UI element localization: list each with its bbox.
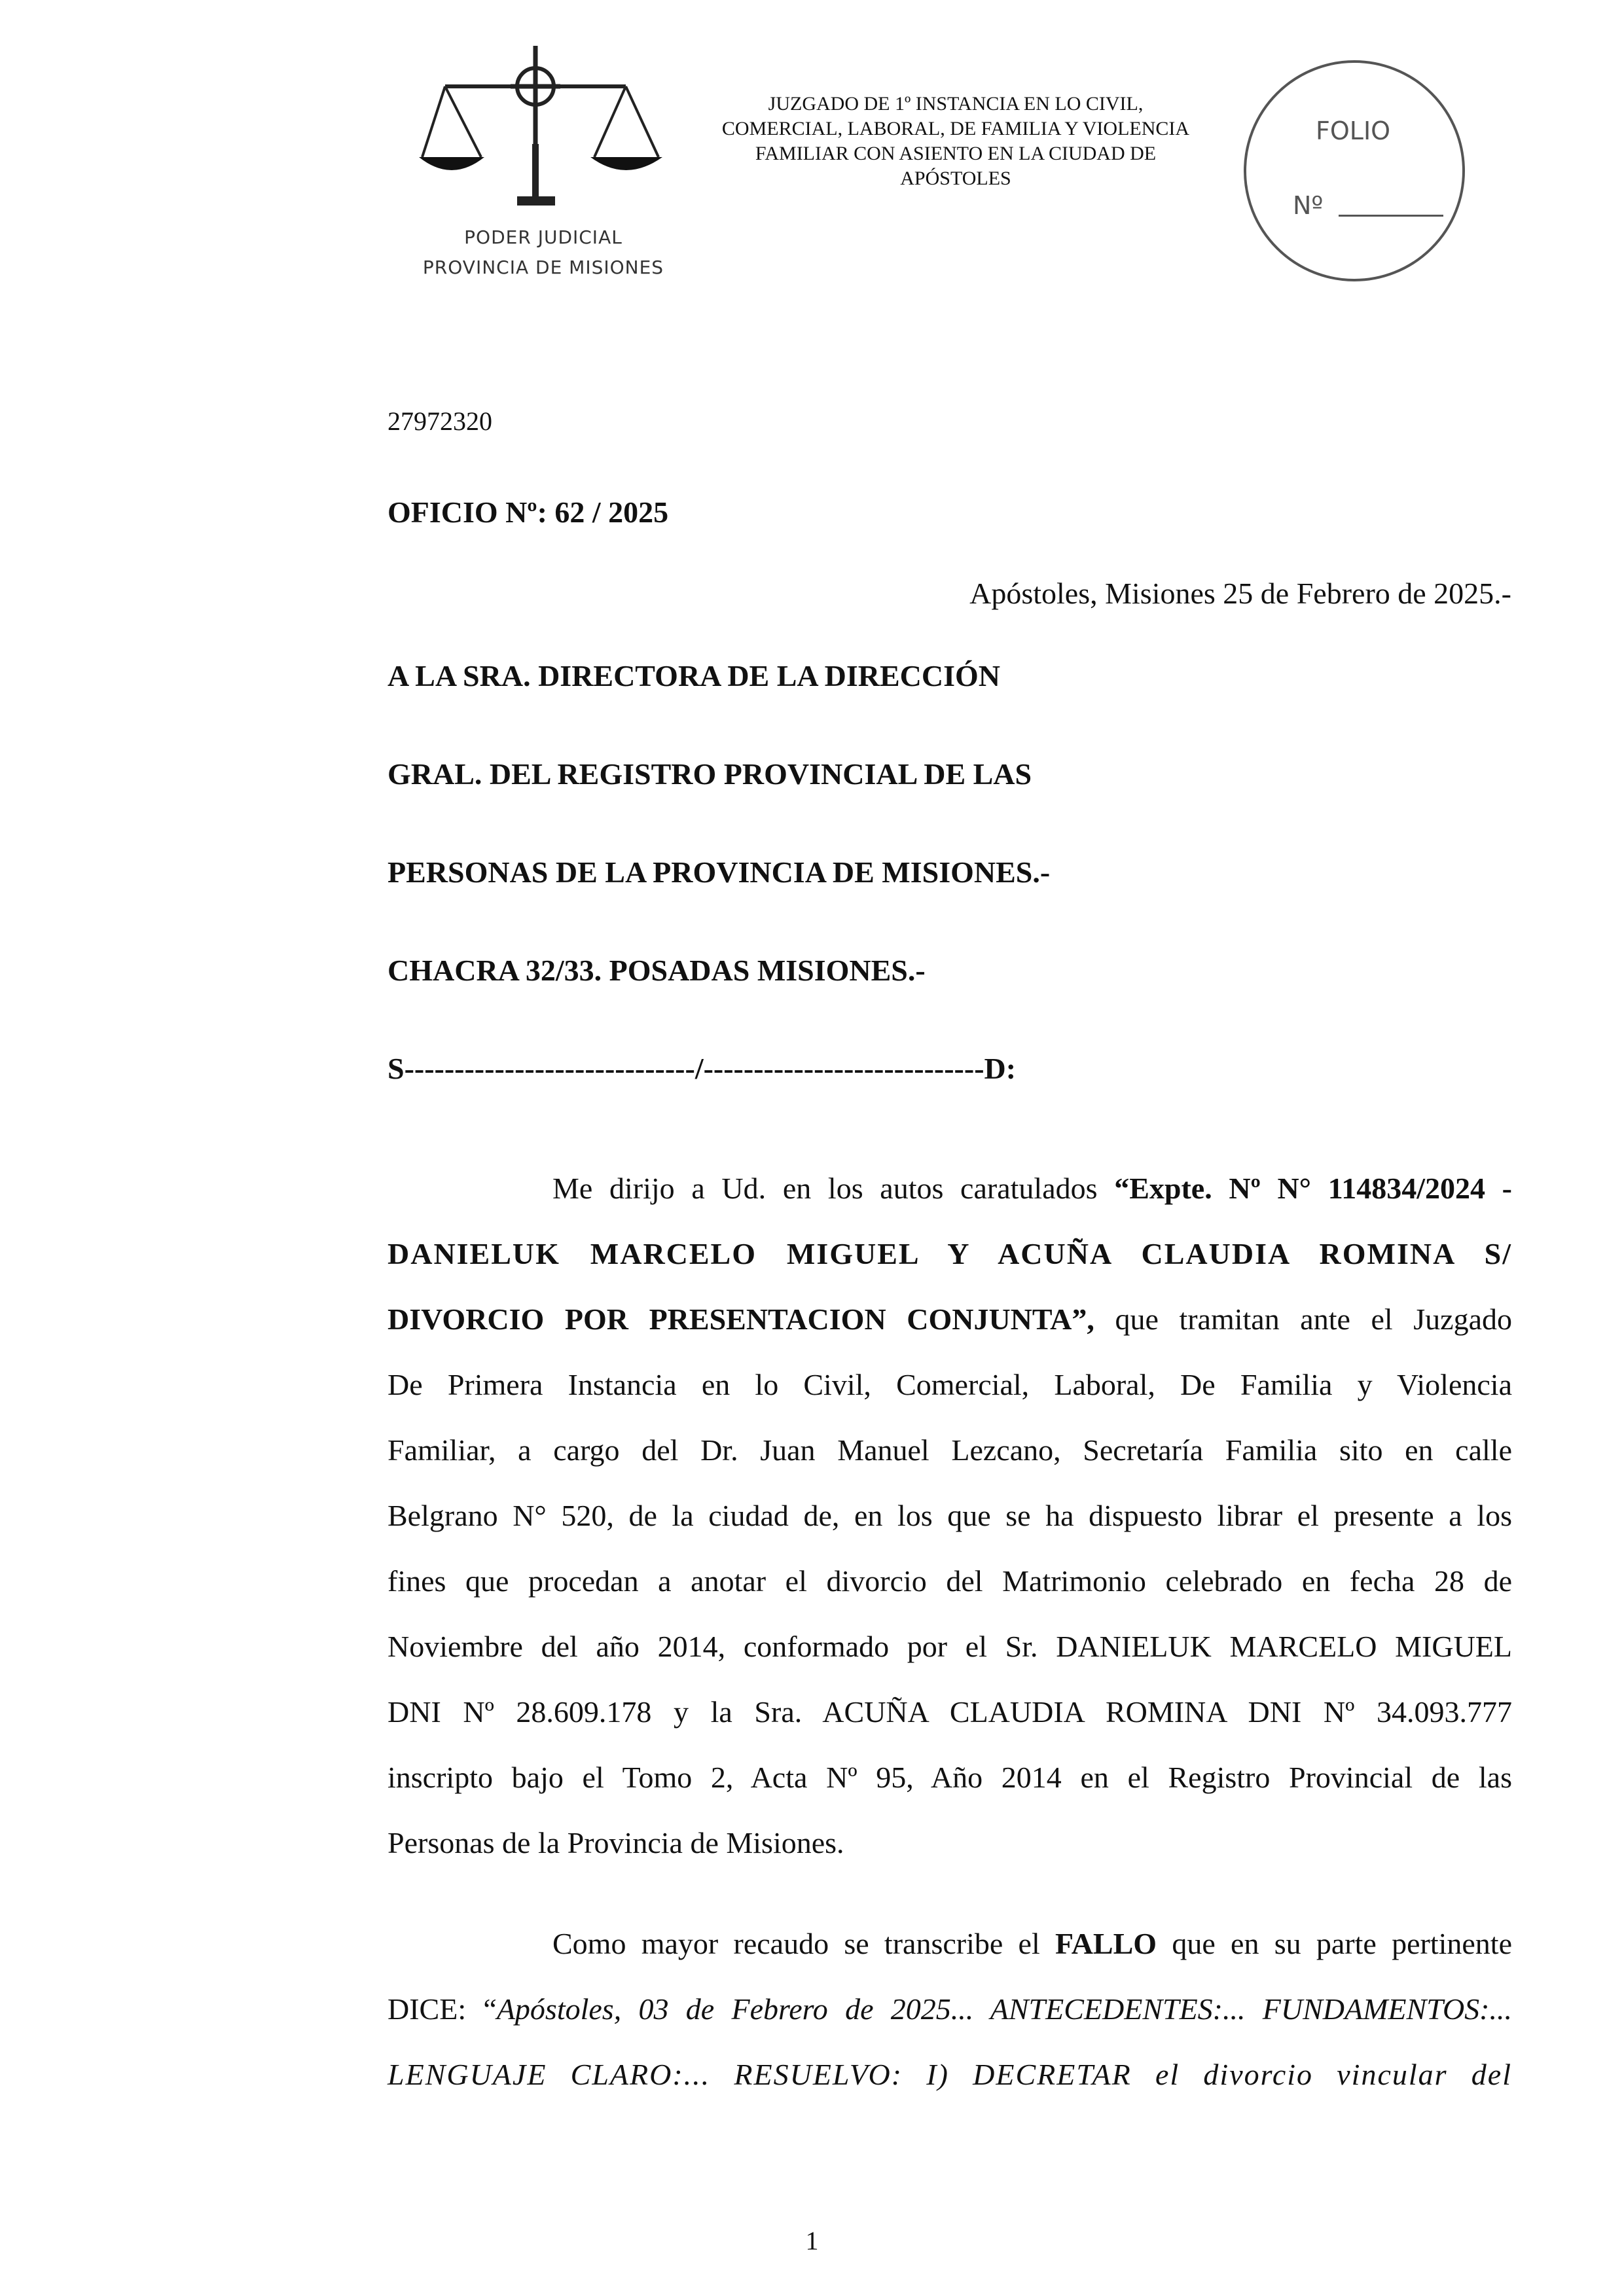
paragraph-line: LENGUAJE CLARO:... RESUELVO: I) DECRETAR el divorcio vincular del — [388, 2058, 1512, 2091]
body-paragraph-2 — [388, 1911, 1512, 2108]
logo-text-line2: PROVINCIA DE MISIONES — [422, 257, 664, 278]
document-number: 27972320 — [388, 406, 492, 436]
date-line: Apóstoles, Misiones 25 de Febrero de 2025.- — [969, 577, 1511, 610]
paragraph-line: Noviembre del año 2014, conformado por el Sr. DANIELUK MARCELO MIGUEL — [388, 1630, 1512, 1663]
court-line: JUZGADO DE 1º INSTANCIA EN LO CIVIL, — [768, 93, 1144, 115]
folio-number-blank — [1339, 215, 1443, 217]
paragraph-line: Familiar, a cargo del Dr. Juan Manuel Lezcano, Secretaría Familia sito en calle — [388, 1433, 1512, 1467]
court-line: APÓSTOLES — [900, 168, 1011, 189]
body-paragraph-1 — [388, 1156, 1512, 1876]
page-number: 1 — [805, 2226, 819, 2255]
salutation: S-----------------------------/----------------------------D: — [388, 1052, 1017, 1085]
paragraph-line: De Primera Instancia en lo Civil, Comercial, Laboral, De Familia y Violencia — [388, 1368, 1512, 1401]
paragraph-line: DIVORCIO POR PRESENTACION CONJUNTA”, que tramitan ante el Juzgado — [388, 1302, 1512, 1336]
paragraph-line: DICE: “Apóstoles, 03 de Febrero de 2025... ANTECEDENTES:... FUNDAMENTOS:... — [388, 1992, 1513, 2026]
paragraph-line: Como mayor recaudo se transcribe el FALLO que en su parte pertinente — [552, 1927, 1512, 1960]
court-header — [681, 92, 1231, 191]
addressee-line: CHACRA 32/33. POSADAS MISIONES.- — [388, 954, 926, 987]
paragraph-line: DANIELUK MARCELO MIGUEL Y ACUÑA CLAUDIA ROMINA S/ — [388, 1237, 1512, 1270]
oficio-number: OFICIO Nº: 62 / 2025 — [388, 495, 669, 529]
paragraph-line: fines que procedan a anotar el divorcio del Matrimonio celebrado en fecha 28 de — [388, 1564, 1512, 1598]
addressee-line: PERSONAS DE LA PROVINCIA DE MISIONES.- — [388, 855, 1051, 889]
addressee-line: A LA SRA. DIRECTORA DE LA DIRECCIÓN — [388, 659, 1000, 692]
court-line: FAMILIAR CON ASIENTO EN LA CIUDAD DE — [755, 143, 1157, 164]
folio-number-label: Nº — [1293, 191, 1324, 220]
paragraph-line: Personas de la Provincia de Misiones. — [388, 1826, 844, 1859]
paragraph-line: DNI Nº 28.609.178 y la Sra. ACUÑA CLAUDIA ROMINA DNI Nº 34.093.777 — [388, 1695, 1512, 1729]
logo-text-line1: PODER JUDICIAL — [464, 226, 623, 248]
paragraph-line: inscripto bajo el Tomo 2, Acta Nº 95, Año 2014 en el Registro Provincial de las — [388, 1761, 1512, 1794]
folio-label: FOLIO — [1316, 117, 1391, 145]
addressee-line: GRAL. DEL REGISTRO PROVINCIAL DE LAS — [388, 757, 1032, 791]
court-line: COMERCIAL, LABORAL, DE FAMILIA Y VIOLENCIA — [721, 118, 1190, 139]
paragraph-line: Belgrano N° 520, de la ciudad de, en los que se ha dispuesto librar el presente a los — [388, 1499, 1512, 1532]
folio-stamp — [1244, 60, 1465, 281]
paragraph-line: Me dirijo a Ud. en los autos caratulados “Expte. Nº N° 114834/2024 - — [552, 1172, 1512, 1205]
